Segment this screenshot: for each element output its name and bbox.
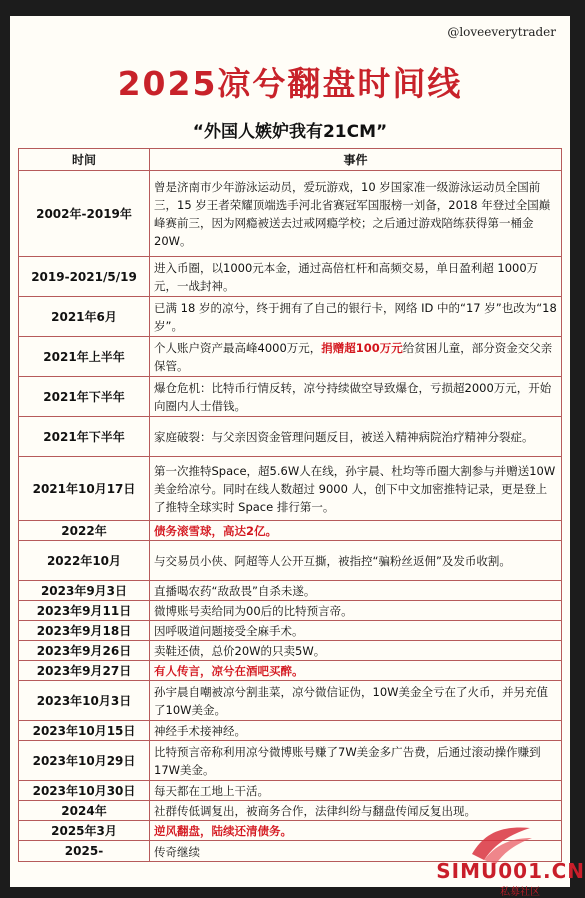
table-row xyxy=(19,801,561,821)
highlight-text: 有人传言，凉兮在酒吧买醉。 xyxy=(154,664,304,678)
watermark-site: SIMU001.CN xyxy=(436,859,585,883)
row-event: 家庭破裂：与父亲因资金管理问题反目，被送入精神病院治疗精神分裂症。 xyxy=(154,430,534,444)
infographic-page xyxy=(10,16,585,898)
row-time: 2021年6月 xyxy=(19,297,150,336)
row-event: 个人账户资产最高峰4000万元，捐赠超100万元给贫困儿童，部分资金交父亲保管。 xyxy=(154,341,553,373)
row-event: 与交易员小侠、阿超等人公开互撕，被指控“骗粉丝返佣”及发币收割。 xyxy=(154,554,511,568)
highlight-text: 逆风翻盘，陆续还清债务。 xyxy=(154,824,292,838)
author-handle: @loveeverytrader xyxy=(447,25,556,39)
row-time: 2024年 xyxy=(19,801,150,820)
table-row xyxy=(19,681,561,721)
header-event: 事件 xyxy=(343,153,368,167)
row-time: 2025年3月 xyxy=(19,821,150,840)
row-event: 卖鞋还债，总价20W的只卖5W。 xyxy=(154,644,326,658)
row-event: 爆仓危机：比特币行情反转，凉兮持续做空导致爆仓，亏损超2000万元，开始向圈内人士借钱。 xyxy=(154,381,552,413)
row-event: 神经手术接神经。 xyxy=(154,724,246,738)
table-row xyxy=(19,337,561,377)
row-time: 2021年下半年 xyxy=(19,377,150,416)
row-event: 孙宇晨自嘲被凉兮割韭菜，凉兮微信证伪，10W美金全亏在了火币，并另充值了10W美金。 xyxy=(154,685,549,717)
table-row xyxy=(19,417,561,457)
table-row xyxy=(19,581,561,601)
row-event: 社群传低调复出，被商务合作，法律纠纷与翻盘传闻反复出现。 xyxy=(154,804,476,818)
table-row xyxy=(19,741,561,781)
page-title: 2025凉兮翻盘时间线 xyxy=(117,64,463,103)
table-row xyxy=(19,661,561,681)
row-event xyxy=(154,662,304,680)
row-time: 2023年10月29日 xyxy=(19,741,150,780)
row-event: 比特预言帝称利用凉兮微博账号赚了7W美金多广告费，后通过滚动操作赚到17W美金。 xyxy=(154,745,541,777)
table-row xyxy=(19,257,561,297)
row-event: 传奇继续 xyxy=(154,844,200,859)
row-time: 2021年10月17日 xyxy=(19,457,150,520)
timeline-table xyxy=(18,148,562,862)
table-row xyxy=(19,621,561,641)
page-subtitle: “外国人嫉妒我有21CM” xyxy=(192,122,388,142)
row-event: 微博账号卖给同为00后的比特预言帝。 xyxy=(154,604,353,618)
table-row xyxy=(19,171,561,257)
row-time: 2021年上半年 xyxy=(19,337,150,376)
row-event: 进入币圈，以1000元本金，通过高倍杠杆和高频交易，单日盈利超 1000万元，一战封神。 xyxy=(154,261,539,293)
table-row xyxy=(19,521,561,541)
row-event: 直播喝农药“敌敌畏”自杀未遂。 xyxy=(154,584,316,598)
row-event xyxy=(154,822,292,840)
row-event: 每天都在工地上干活。 xyxy=(154,784,269,798)
row-time: 2002年-2019年 xyxy=(19,171,150,256)
table-row xyxy=(19,601,561,621)
row-event xyxy=(154,522,277,540)
table-row xyxy=(19,297,561,337)
table-row xyxy=(19,541,561,581)
row-event: 曾是济南市少年游泳运动员，爱玩游戏，10 岁国家准一级游泳运动员全国前三，15 岁王者荣耀顶端选手河北省赛冠军国服榜一刘备，2018 年登过全国巅峰赛前三，因为网瘾被送去过戒网瘾学校；之后通过游戏陪练获得第一桶金20W。 xyxy=(154,180,551,248)
header-time: 时间 xyxy=(19,149,150,170)
table-row xyxy=(19,781,561,801)
table-row xyxy=(19,641,561,661)
row-time: 2023年9月27日 xyxy=(19,661,150,680)
row-event: 已满 18 岁的凉兮，终于拥有了自己的银行卡，网络 ID 中的“17 岁”也改为“18 岁”。 xyxy=(154,301,557,333)
row-time: 2025- xyxy=(19,841,150,861)
row-time: 2023年9月11日 xyxy=(19,601,150,620)
row-time: 2023年10月3日 xyxy=(19,681,150,720)
row-time: 2023年9月26日 xyxy=(19,641,150,660)
row-time: 2019-2021/5/19 xyxy=(19,257,150,296)
table-header-row xyxy=(19,149,561,171)
highlight-text: 捐赠超100万元 xyxy=(321,341,403,355)
row-time: 2023年9月18日 xyxy=(19,621,150,640)
table-row xyxy=(19,721,561,741)
row-event: 因呼吸道问题接受全麻手术。 xyxy=(154,624,304,638)
row-time: 2022年10月 xyxy=(19,541,150,580)
watermark-tagline: 私募社区 xyxy=(500,887,540,898)
row-time: 2021年下半年 xyxy=(19,417,150,456)
row-time: 2023年10月15日 xyxy=(19,721,150,740)
row-time: 2023年9月3日 xyxy=(19,581,150,600)
highlight-text: 债务滚雪球，高达2亿。 xyxy=(154,524,278,538)
table-row xyxy=(19,457,561,521)
row-time: 2023年10月30日 xyxy=(19,781,150,800)
row-time: 2022年 xyxy=(19,521,150,540)
table-row xyxy=(19,377,561,417)
row-event: 第一次推特Space，超5.6W人在线，孙宇晨、杜均等币圈大割参与并赠送10W美金给凉兮。同时在线人数超过 9000 人，创下中文加密推特记录，更是登上了推特全球实时 Space 排行第一。 xyxy=(154,464,556,514)
